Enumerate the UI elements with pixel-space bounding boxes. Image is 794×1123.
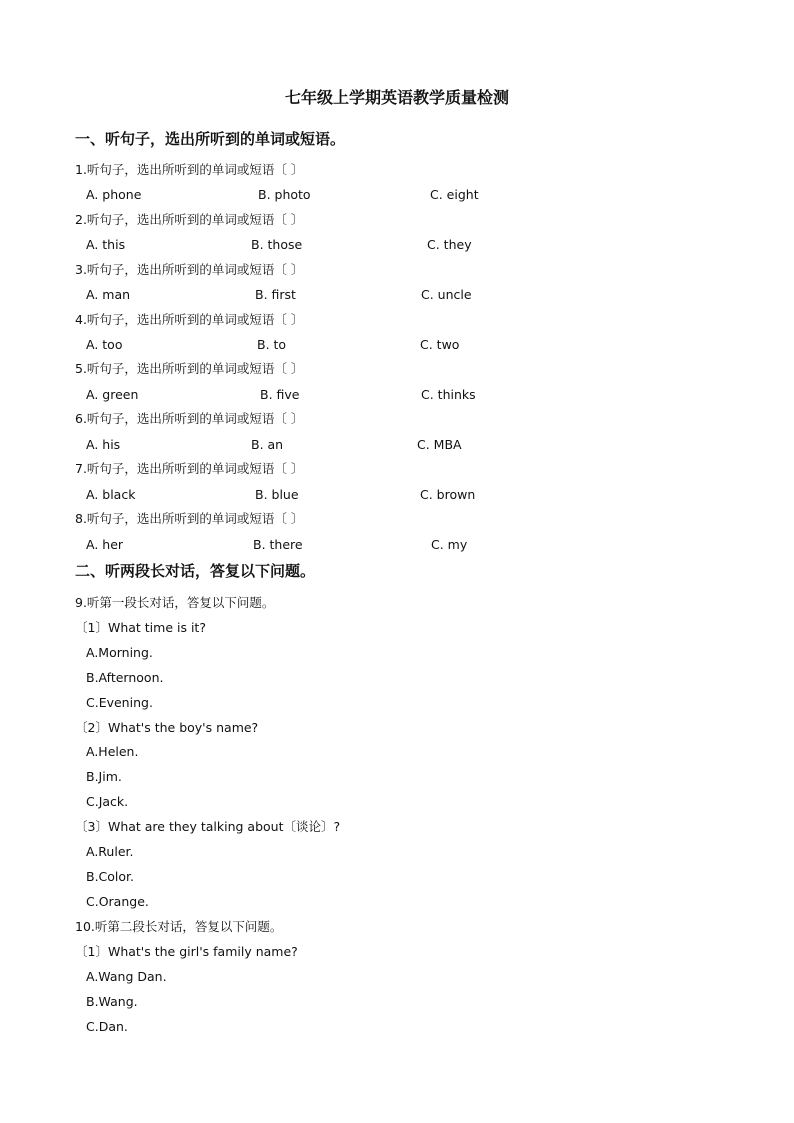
question-8-option-a: A. her: [86, 537, 124, 552]
question-1-option-c: C. eight: [430, 187, 479, 202]
question-2-option-b: B. those: [251, 237, 303, 252]
page-title: 七年级上学期英语教学质量检测: [284, 88, 509, 107]
question-3-option-b: B. first: [255, 287, 296, 302]
question-10-sub-1-option-a: A.Wang Dan.: [86, 969, 167, 984]
question-8: 8.听句子，选出所听到的单词或短语〔 〕: [75, 511, 304, 526]
question-2-option-c: C. they: [427, 237, 472, 252]
question-9-sub-2-option-a: A.Helen.: [86, 744, 139, 759]
question-7-option-a: A. black: [86, 487, 136, 502]
question-9-sub-3-option-c: C.Orange.: [86, 894, 149, 909]
question-9-sub-3-option-a: A.Ruler.: [86, 844, 134, 859]
section-heading-1: 一、听句子，选出所听到的单词或短语。: [75, 130, 346, 148]
question-9-sub-2-option-b: B.Jim.: [86, 769, 122, 784]
question-1-option-a: A. phone: [86, 187, 142, 202]
question-4-option-a: A. too: [86, 337, 123, 352]
question-9-sub-3: 〔3〕What are they talking about〔谈论〕?: [75, 819, 341, 834]
question-6-option-a: A. his: [86, 437, 121, 452]
question-10-sub-1-option-b: B.Wang.: [86, 994, 138, 1009]
question-9-sub-1-option-c: C.Evening.: [86, 695, 153, 710]
question-8-option-c: C. my: [431, 537, 468, 552]
question-10-sub-1-option-c: C.Dan.: [86, 1019, 128, 1034]
question-7: 7.听句子，选出所听到的单词或短语〔 〕: [75, 461, 304, 476]
question-2-option-a: A. this: [86, 237, 126, 252]
question-4: 4.听句子，选出所听到的单词或短语〔 〕: [75, 312, 304, 327]
question-10: 10.听第二段长对话，答复以下问题。: [75, 919, 283, 934]
question-5-option-b: B. five: [260, 387, 300, 402]
question-7-option-c: C. brown: [420, 487, 476, 502]
question-9-sub-1-option-b: B.Afternoon.: [86, 670, 164, 685]
question-1: 1.听句子，选出所听到的单词或短语〔 〕: [75, 162, 304, 177]
question-10-sub-1: 〔1〕What's the girl's family name?: [75, 944, 298, 959]
question-9-sub-3-option-b: B.Color.: [86, 869, 135, 884]
question-5-option-a: A. green: [86, 387, 139, 402]
question-3-option-c: C. uncle: [421, 287, 472, 302]
question-8-option-b: B. there: [253, 537, 303, 552]
question-3-option-a: A. man: [86, 287, 131, 302]
question-9-sub-2: 〔2〕What's the boy's name?: [75, 720, 259, 735]
question-4-option-b: B. to: [257, 337, 287, 352]
section-heading-2: 二、听两段长对话，答复以下问题。: [75, 562, 316, 580]
question-6-option-c: C. MBA: [417, 437, 462, 452]
question-9-sub-1: 〔1〕What time is it?: [75, 620, 206, 635]
question-5-option-c: C. thinks: [421, 387, 476, 402]
question-9: 9.听第一段长对话，答复以下问题。: [75, 595, 275, 610]
question-9-sub-1-option-a: A.Morning.: [86, 645, 153, 660]
question-1-option-b: B. photo: [258, 187, 311, 202]
question-6: 6.听句子，选出所听到的单词或短语〔 〕: [75, 411, 304, 426]
question-6-option-b: B. an: [251, 437, 284, 452]
question-4-option-c: C. two: [420, 337, 460, 352]
question-3: 3.听句子，选出所听到的单词或短语〔 〕: [75, 262, 304, 277]
question-5: 5.听句子，选出所听到的单词或短语〔 〕: [75, 361, 304, 376]
question-2: 2.听句子，选出所听到的单词或短语〔 〕: [75, 212, 304, 227]
question-7-option-b: B. blue: [255, 487, 299, 502]
question-9-sub-2-option-c: C.Jack.: [86, 794, 129, 809]
